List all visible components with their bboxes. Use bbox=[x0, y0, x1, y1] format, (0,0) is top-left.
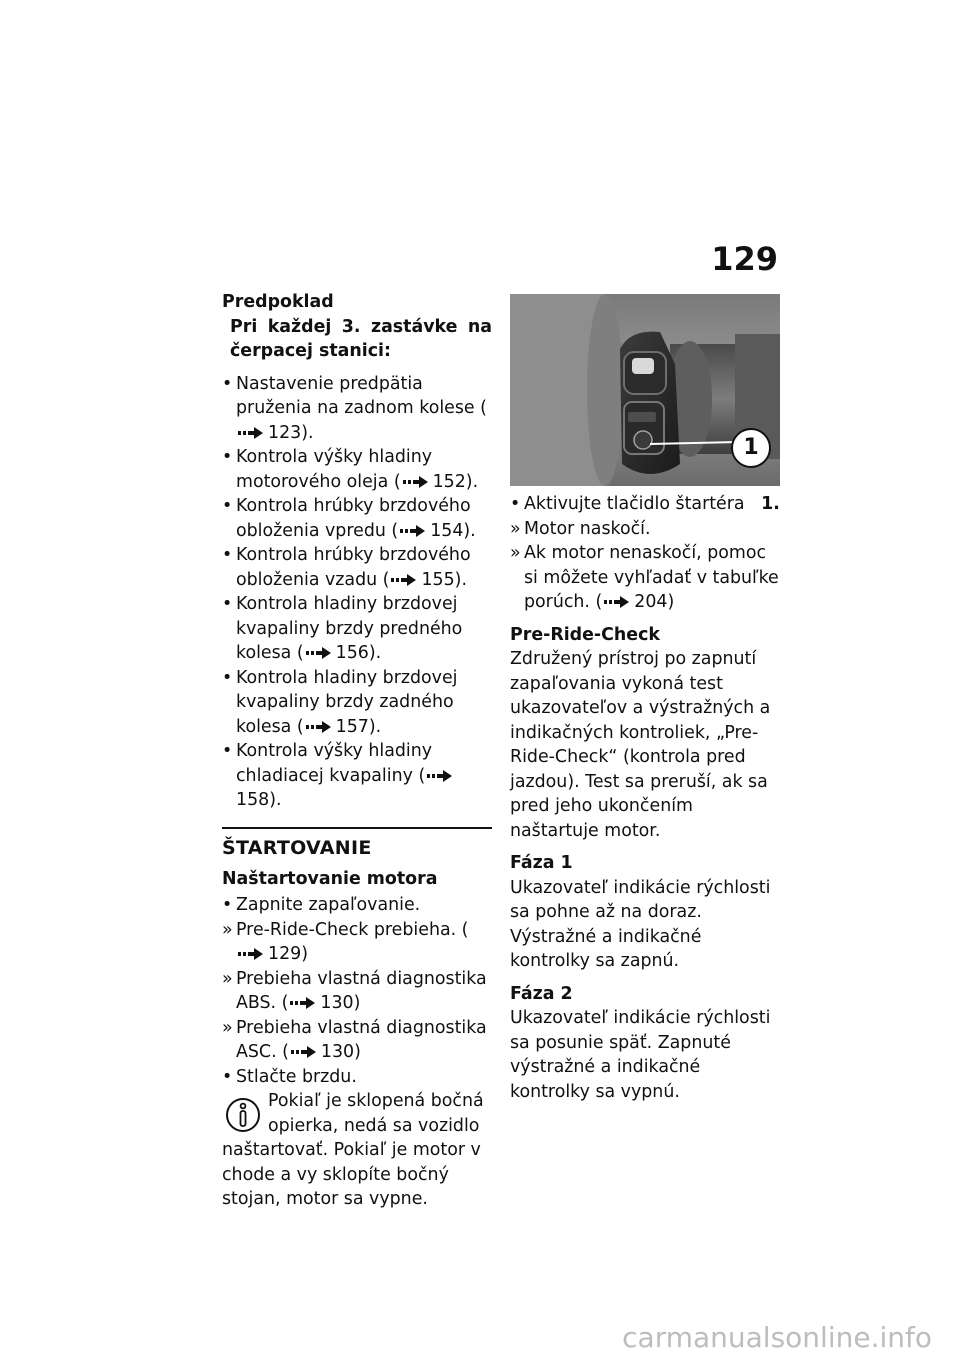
photo-callout-1: 1 bbox=[731, 428, 771, 468]
requirement-title: Predpoklad bbox=[222, 292, 334, 312]
phase1-title: Fáza 1 bbox=[510, 853, 573, 873]
page-reference-arrow-icon bbox=[400, 524, 426, 538]
page-reference-arrow-icon bbox=[427, 769, 453, 783]
check-item: • Nastavenie predpätia pruženia na zadnom kolese (123). bbox=[222, 372, 492, 446]
phase1-text: Ukazovateľ indikácie rýchlosti sa pohne až na doraz. Výstražné a indikačné kontrolky sa zapnú. bbox=[510, 877, 771, 971]
check-item: • Kontrola hrúbky brzdového obloženia vzadu ( 155). bbox=[222, 543, 492, 592]
result-item: » Pre-Ride-Check prebieha. (129) bbox=[222, 918, 492, 967]
watermark: carmanualsonline.info bbox=[622, 1321, 932, 1354]
step-item: • Stlačte brzdu. bbox=[222, 1065, 492, 1090]
left-column bbox=[222, 290, 492, 1212]
step-item: • Zapnite zapaľovanie. bbox=[222, 893, 492, 918]
check-item: • Kontrola výšky hladiny motorového oleja ( 152). bbox=[222, 445, 492, 494]
pre-ride-check-title: Pre-Ride-Check bbox=[510, 624, 660, 645]
page-reference-arrow-icon bbox=[391, 573, 417, 587]
start-results bbox=[510, 517, 782, 615]
check-item: • Kontrola hrúbky brzdového obloženia vpredu ( 154). bbox=[222, 494, 492, 543]
subsection-title: Naštartovanie motora bbox=[222, 868, 438, 889]
start-steps-2 bbox=[222, 1065, 492, 1090]
note-text-first: Pokiaľ je sklopená bočná opierka, nedá sa vozidlo bbox=[268, 1091, 484, 1136]
page-reference-arrow-icon bbox=[306, 646, 332, 660]
check-item: • Kontrola výšky hladiny chladiacej kvapaliny (158). bbox=[222, 739, 492, 813]
start-step-3 bbox=[510, 492, 782, 517]
pre-ride-check-text: Združený prístroj po zapnutí zapaľovania vykoná test ukazovateľov a výstražných a indikačných kontroliek, „Pre-Ride-Check“ (kontrola pred jazdou). Test sa preruší, ak sa pred jeho ukončením naštartuje motor. bbox=[510, 649, 771, 841]
check-list bbox=[222, 372, 492, 813]
check-item: • Kontrola hladiny brzdovej kvapaliny brzdy zadného kolesa ( 157). bbox=[222, 666, 492, 740]
info-note bbox=[222, 1089, 492, 1212]
page-reference-arrow-icon bbox=[306, 720, 332, 734]
phase2-title: Fáza 2 bbox=[510, 983, 573, 1004]
page-number: 129 bbox=[711, 240, 778, 278]
note-text-rest: naštartovať. Pokiaľ je motor v chode a vy sklopíte bočný stojan, motor sa vypne. bbox=[222, 1140, 481, 1209]
page-reference-arrow-icon bbox=[291, 1045, 317, 1059]
phase2-text: Ukazovateľ indikácie rýchlosti sa posunie späť. Zapnuté výstražné a indikačné kontrolky sa vypnú. bbox=[510, 1008, 771, 1102]
page-reference-arrow-icon bbox=[238, 426, 264, 440]
step-item: • Aktivujte tlačidlo štartéra 1. bbox=[510, 492, 782, 517]
right-column bbox=[510, 492, 782, 1104]
section-title: ŠTARTOVANIE bbox=[222, 827, 492, 859]
result-item: » Prebieha vlastná diagnostika ABS. ( 130) bbox=[222, 967, 492, 1016]
start-steps bbox=[222, 893, 492, 918]
page-reference-arrow-icon bbox=[604, 595, 630, 609]
result-item: » Motor naskočí. bbox=[510, 517, 782, 542]
page-reference-arrow-icon bbox=[403, 475, 429, 489]
page-reference-arrow-icon bbox=[238, 947, 264, 961]
info-icon bbox=[222, 1093, 264, 1135]
requirement-text: Pri každej 3. zastávke na čerpacej stanici: bbox=[230, 316, 492, 361]
page-reference-arrow-icon bbox=[290, 996, 316, 1010]
result-list bbox=[222, 918, 492, 1065]
result-item: » Ak motor nenaskočí, pomoc si môžete vyhľadať v tabuľke porúch. ( 204) bbox=[510, 541, 782, 615]
result-item: » Prebieha vlastná diagnostika ASC. ( 130) bbox=[222, 1016, 492, 1065]
check-item: • Kontrola hladiny brzdovej kvapaliny brzdy predného kolesa ( 156). bbox=[222, 592, 492, 666]
